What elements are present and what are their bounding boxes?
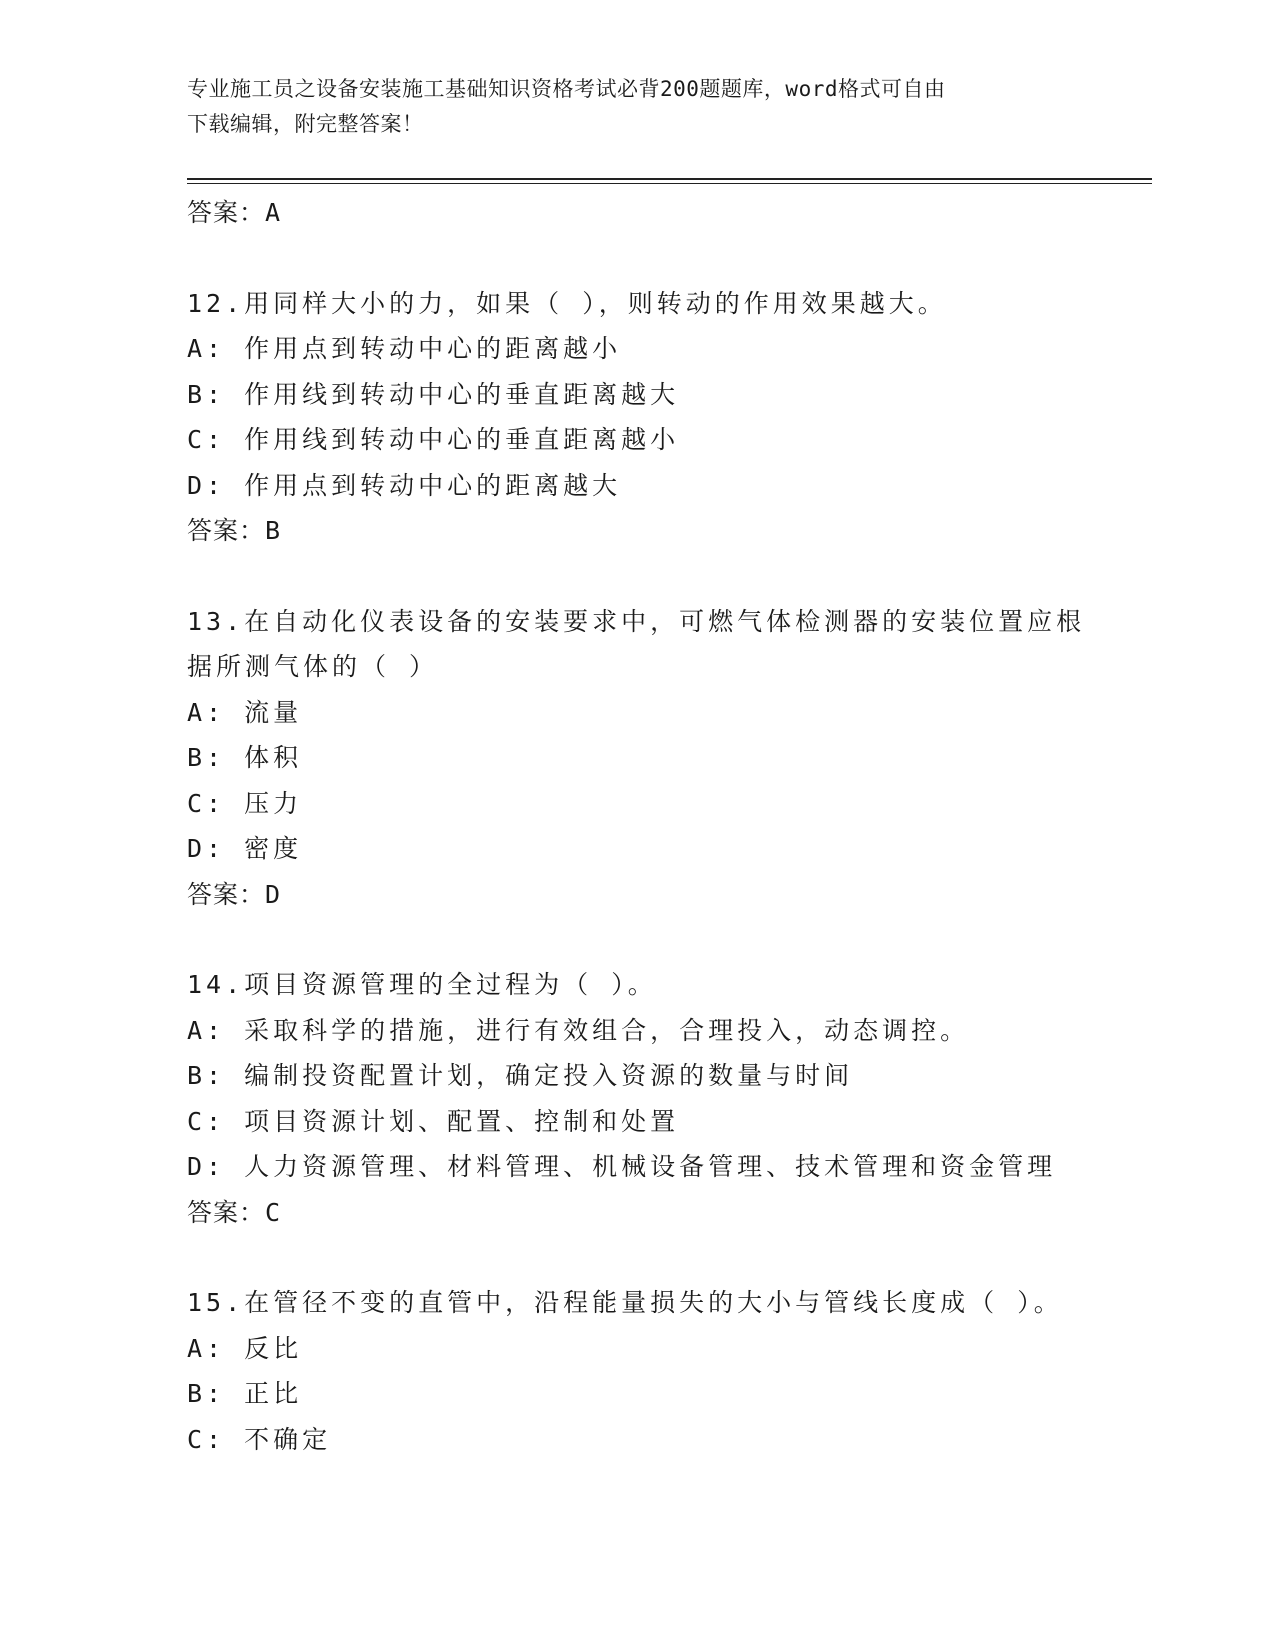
option-key: A: <box>187 697 245 727</box>
option-text: 项目资源计划、配置、控制和处置 <box>244 1106 680 1136</box>
option-a <box>187 1008 1147 1054</box>
option-key: A: <box>187 1015 245 1045</box>
option-a <box>187 326 1147 372</box>
option-key: B: <box>187 1379 245 1408</box>
option-key: B: <box>187 379 245 409</box>
answer-label: 答案： <box>187 198 266 227</box>
option-key: B: <box>187 1061 245 1090</box>
answer-value: C <box>265 1197 282 1227</box>
header-divider-thick <box>187 178 1152 180</box>
option-key: C: <box>187 1106 245 1136</box>
header-divider-thin <box>187 183 1152 184</box>
option-text: 密度 <box>244 834 303 863</box>
option-key: C: <box>187 1424 245 1454</box>
option-key: A: <box>187 334 245 363</box>
question-15 <box>187 1280 1147 1462</box>
option-text: 作用线到转动中心的垂直距离越大 <box>244 379 680 409</box>
answer-value: B <box>265 516 282 545</box>
answer-line <box>187 508 1147 554</box>
option-d <box>187 826 1147 872</box>
answer-value: A <box>265 198 282 227</box>
option-key: D: <box>187 834 245 863</box>
question-14 <box>187 962 1147 1235</box>
option-key: D: <box>187 470 245 500</box>
option-b <box>187 1053 1147 1099</box>
option-b <box>187 372 1147 418</box>
question-stem-line-2: 据所测气体的（ ） <box>187 652 439 681</box>
option-key: C: <box>187 788 245 818</box>
option-key: C: <box>187 425 245 454</box>
question-stem: 14.项目资源管理的全过程为（ ）。 <box>187 970 657 999</box>
answer-line <box>187 1190 1147 1236</box>
answer-line <box>187 872 1147 918</box>
question-stem: 15.在管径不变的直管中，沿程能量损失的大小与管线长度成（ ）。 <box>187 1288 1063 1317</box>
option-c <box>187 1417 1147 1463</box>
answer-label: 答案： <box>187 879 266 909</box>
option-a <box>187 690 1147 736</box>
option-d <box>187 463 1147 509</box>
option-a <box>187 1326 1147 1372</box>
answer-label: 答案： <box>187 1197 266 1227</box>
option-d <box>187 1144 1147 1190</box>
answer-label: 答案： <box>187 516 266 545</box>
option-text: 人力资源管理、材料管理、机械设备管理、技术管理和资金管理 <box>244 1152 1057 1181</box>
option-text: 编制投资配置计划，确定投入资源的数量与时间 <box>244 1061 854 1090</box>
option-text: 体积 <box>244 743 303 772</box>
header-line-1: 专业施工员之设备安装施工基础知识资格考试必背200题题库，word格式可自由 <box>187 77 946 101</box>
document-header <box>187 72 1087 142</box>
option-text: 压力 <box>244 788 303 818</box>
option-c <box>187 781 1147 827</box>
option-text: 采取科学的措施，进行有效组合，合理投入，动态调控。 <box>244 1015 970 1045</box>
question-list <box>187 190 1147 1462</box>
option-b <box>187 1371 1147 1417</box>
option-text: 作用线到转动中心的垂直距离越小 <box>244 425 680 454</box>
question-stem-line-1: 13.在自动化仪表设备的安装要求中，可燃气体检测器的安装位置应根 <box>187 606 1086 636</box>
question-12 <box>187 281 1147 554</box>
answer-line-q11 <box>187 190 1147 236</box>
option-text: 不确定 <box>244 1424 332 1454</box>
question-stem: 12.用同样大小的力，如果（ ），则转动的作用效果越大。 <box>187 288 947 318</box>
question-13 <box>187 599 1147 918</box>
option-text: 正比 <box>244 1379 303 1408</box>
option-text: 流量 <box>244 697 303 727</box>
option-text: 作用点到转动中心的距离越大 <box>244 470 622 500</box>
option-c <box>187 1099 1147 1145</box>
option-key: B: <box>187 743 245 772</box>
option-key: D: <box>187 1152 245 1181</box>
option-text: 反比 <box>244 1333 303 1363</box>
option-c <box>187 417 1147 463</box>
header-line-2: 下载编辑，附完整答案！ <box>187 112 424 136</box>
answer-value: D <box>265 879 282 909</box>
option-b <box>187 735 1147 781</box>
option-key: A: <box>187 1333 245 1363</box>
option-text: 作用点到转动中心的距离越小 <box>244 334 622 363</box>
